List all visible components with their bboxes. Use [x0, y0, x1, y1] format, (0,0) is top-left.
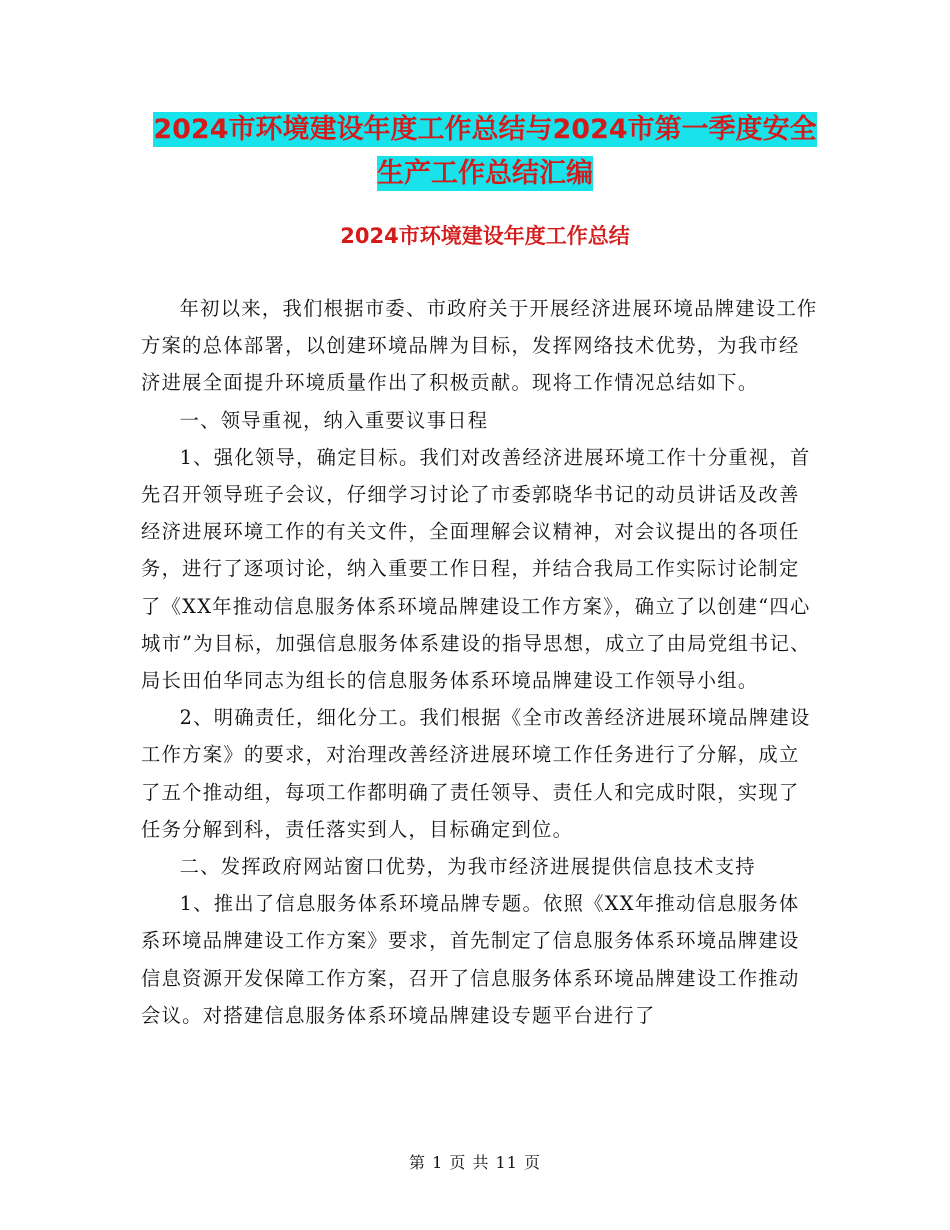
title-highlight: 2024市环境建设年度工作总结与2024市第一季度安全 [153, 114, 817, 145]
paragraph-intro: 年初以来，我们根据市委、市政府关于开展经济进展环境品牌建设工作方案的总体部署，以创建环境品牌为目标，发挥网络技术优势，为我市经济进展全面提升环境质量作出了积极贡献。现将工作情况总结如下。 [141, 297, 818, 395]
document-body [141, 290, 819, 1034]
page-number-footer: 第 1 页 共 11 页 [409, 1153, 541, 1172]
section-title: 2024市环境建设年度工作总结 [340, 224, 630, 248]
heading-leadership: 一、领导重视，纳入重要议事日程 [179, 408, 489, 432]
paragraph-strengthen-leadership: 1、强化领导，确定目标。我们对改善经济进展环境工作十分重视，首先召开领导班子会议，仔细学习讨论了市委郭晓华书记的动员讲话及改善经济进展环境工作的有关文件，全面理解会议精神，对会议提出的各项任务，进行了逐项讨论，纳入重要工作日程，并结合我局工作实际讨论制定了《XX年推动信息服务体系环境品牌建设工作方案》，确立了以创建“四心城市”为目标，加强信息服务体系建设的指导思想，成立了由局党组书记、局长田伯华同志为组长的信息服务体系环境品牌建设工作领导小组。 [141, 445, 811, 693]
paragraph-brand-special-topic: 1、推出了信息服务体系环境品牌专题。依照《XX年推动信息服务体系环境品牌建设工作方案》要求，首先制定了信息服务体系环境品牌建设信息资源开发保障工作方案，召开了信息服务体系环境品牌建设工作推动会议。对搭建信息服务体系环境品牌建设专题平台进行了 [141, 892, 800, 1027]
title-highlight: 生产工作总结汇编 [377, 158, 593, 189]
paragraph-clarify-responsibility: 2、明确责任，细化分工。我们根据《全市改善经济进展环境品牌建设工作方案》的要求，对治理改善经济进展环境工作任务进行了分解，成立了五个推动组，每项工作都明确了责任领导、责任人和完成时限，实现了任务分解到科，责任落实到人，目标确定到位。 [141, 706, 811, 841]
heading-government-website: 二、发挥政府网站窗口优势，为我市经济进展提供信息技术支持 [179, 855, 756, 879]
document-title-line-1 [140, 108, 830, 152]
document-title-line-2 [140, 152, 830, 196]
